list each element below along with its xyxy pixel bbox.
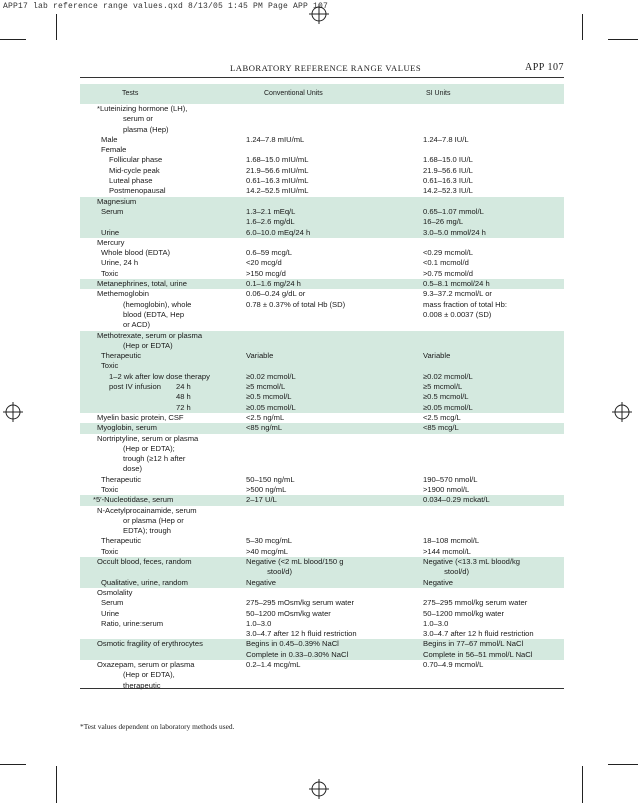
table-row <box>80 547 564 557</box>
conventional-units-cell <box>246 361 423 371</box>
conventional-units-cell: 2–17 U/L <box>246 495 277 505</box>
si-units-cell <box>423 526 564 536</box>
si-units-cell: 1.24–7.8 IU/L <box>423 134 469 144</box>
si-units-cell: Negative (<13.3 mL blood/kg <box>423 557 521 567</box>
test-name-cell: or plasma (Hep or <box>123 515 184 525</box>
test-name-cell: Myoglobin, serum <box>97 423 157 433</box>
si-units-cell: <0.29 mcmol/L <box>423 248 474 258</box>
conventional-units-cell: 3.0–4.7 after 12 h fluid restriction <box>246 629 357 639</box>
si-units-cell <box>423 454 564 464</box>
conventional-units-cell <box>246 320 423 330</box>
crop-mark-top-right <box>608 39 638 40</box>
test-name-cell: Mercury <box>97 237 125 247</box>
test-name-cell: Therapeutic <box>101 351 142 361</box>
time-point-label: 48 h <box>176 392 191 402</box>
conventional-units-cell: ≥5 mcmol/L <box>246 382 286 392</box>
conventional-units-cell: 14.2–52.5 mIU/mL <box>246 186 309 196</box>
table-bottom-rule <box>80 688 564 689</box>
table-row <box>80 629 564 639</box>
crop-mark-top-left-v <box>56 14 57 40</box>
test-name-cell: Serum <box>101 206 124 216</box>
test-name-cell: (Hep or EDTA), <box>123 670 175 680</box>
si-units-cell: 0.70–4.9 mcmol/L <box>423 660 484 670</box>
si-units-cell: 3.0–5.0 mmol/24 h <box>423 227 486 237</box>
test-name-cell: Postmenopausal <box>109 186 166 196</box>
table-row <box>80 217 564 227</box>
crop-mark-bottom-right-v <box>582 766 583 803</box>
table-row <box>80 475 564 485</box>
table-row <box>80 598 564 608</box>
test-name-cell: (Hep or EDTA) <box>123 340 173 350</box>
si-units-cell: Variable <box>423 351 451 361</box>
table-row-group <box>80 104 564 197</box>
conventional-units-cell <box>246 310 423 320</box>
test-name-cell: Magnesium <box>97 196 137 206</box>
table-row-group <box>80 557 564 588</box>
si-units-cell <box>423 464 564 474</box>
conventional-units-cell <box>246 588 423 598</box>
table-row <box>80 609 564 619</box>
si-units-cell <box>423 434 564 444</box>
table-row <box>80 351 564 361</box>
conventional-units-cell: ≥0.5 mcmol/L <box>246 392 292 402</box>
si-units-cell: 275–295 mmol/kg serum water <box>423 598 528 608</box>
conventional-units-cell: Complete in 0.33–0.30% NaCl <box>246 649 349 659</box>
si-units-cell: 0.008 ± 0.0037 (SD) <box>423 309 492 319</box>
footnote: *Test values dependent on laboratory methods used. <box>80 722 235 731</box>
table-row <box>80 310 564 320</box>
si-units-cell <box>423 238 564 248</box>
test-name-cell: serum or <box>123 114 153 124</box>
test-name-cell: N-Acetylprocainamide, serum <box>97 505 197 515</box>
conventional-units-cell: 5–30 mcg/mL <box>246 536 293 546</box>
table-row <box>80 588 564 598</box>
test-name-cell <box>80 650 246 660</box>
conventional-units-cell <box>246 238 423 248</box>
table-row-group <box>80 434 564 496</box>
si-units-cell: 3.0–4.7 after 12 h fluid restriction <box>423 629 534 639</box>
si-units-cell <box>423 320 564 330</box>
conventional-units-cell <box>246 125 423 135</box>
table-row <box>80 341 564 351</box>
table-row <box>80 536 564 546</box>
table-row <box>80 495 564 505</box>
table-row <box>80 506 564 516</box>
si-units-cell: 50–1200 mmol/kg water <box>423 608 505 618</box>
table-row-group <box>80 238 564 279</box>
conventional-units-cell: 0.1–1.6 mg/24 h <box>246 279 301 289</box>
test-name-cell: dose) <box>123 464 142 474</box>
test-name-cell: Myelin basic protein, CSF <box>97 412 184 422</box>
running-head-title: LABORATORY REFERENCE RANGE VALUES <box>230 63 422 73</box>
si-units-cell <box>423 588 564 598</box>
test-name-cell: *Luteinizing hormone (LH), <box>97 104 188 113</box>
header-si-units: SI Units <box>426 90 451 97</box>
conventional-units-cell: 1.68–15.0 mIU/mL <box>246 155 309 165</box>
si-units-cell: 9.3–37.2 mcmol/L or <box>423 289 492 299</box>
conventional-units-cell: 0.61–16.3 mIU/mL <box>246 176 309 186</box>
si-units-cell: stool/d) <box>423 567 470 577</box>
conventional-units-cell <box>246 670 423 680</box>
test-name-cell: Urine <box>101 227 120 237</box>
si-units-cell <box>423 341 564 351</box>
si-units-cell: 16–26 mg/L <box>423 217 464 227</box>
conventional-units-cell: 1.0–3.0 <box>246 618 272 628</box>
test-name-cell: Ratio, urine:serum <box>101 618 164 628</box>
si-units-cell <box>423 114 564 124</box>
header-conventional-units: Conventional Units <box>264 90 323 97</box>
conventional-units-cell <box>246 331 423 341</box>
conventional-units-cell: 0.2–1.4 mcg/mL <box>246 660 301 670</box>
table-row <box>80 289 564 299</box>
table-row <box>80 320 564 330</box>
running-head-rule <box>80 77 564 78</box>
crop-mark-bottom-left <box>0 764 26 765</box>
table-row <box>80 279 564 289</box>
conventional-units-cell: 1.6–2.6 mg/dL <box>246 217 295 227</box>
test-name-cell: Therapeutic <box>101 474 142 484</box>
conventional-units-cell: 6.0–10.0 mEq/24 h <box>246 227 311 237</box>
si-units-cell: ≥0.05 mcmol/L <box>423 402 473 412</box>
table-row <box>80 166 564 176</box>
table-row <box>80 382 564 392</box>
si-units-cell <box>423 104 564 114</box>
table-row <box>80 464 564 474</box>
table-row <box>80 526 564 536</box>
si-units-cell: <0.1 mcmol/d <box>423 258 469 268</box>
conventional-units-cell: 0.78 ± 0.37% of total Hb (SD) <box>246 299 346 309</box>
si-units-cell: 21.9–56.6 IU/L <box>423 165 473 175</box>
test-name-cell: Toxic <box>101 484 119 494</box>
si-units-cell: 0.61–16.3 IU/L <box>423 176 473 186</box>
registration-mark-left <box>3 402 23 422</box>
test-name-cell: (Hep or EDTA); <box>123 443 175 453</box>
si-units-cell <box>423 506 564 516</box>
si-units-cell: ≥5 mcmol/L <box>423 382 463 392</box>
test-name-cell: Oxazepam, serum or plasma <box>97 660 195 670</box>
conventional-units-cell <box>246 516 423 526</box>
conventional-units-cell <box>246 444 423 454</box>
test-name-cell: Male <box>101 134 118 144</box>
test-name-cell: Therapeutic <box>101 536 142 546</box>
table-row <box>80 516 564 526</box>
conventional-units-cell: >500 ng/mL <box>246 484 287 494</box>
table-row-group <box>80 413 564 423</box>
conventional-units-cell <box>246 464 423 474</box>
conventional-units-cell <box>246 114 423 124</box>
si-units-cell <box>423 444 564 454</box>
crop-mark-bottom-left-v <box>56 766 57 803</box>
test-name-cell: Whole blood (EDTA) <box>101 248 171 258</box>
table-row <box>80 300 564 310</box>
conventional-units-cell: 275–295 mOsm/kg serum water <box>246 598 355 608</box>
table-row <box>80 639 564 649</box>
table-row-group <box>80 588 564 639</box>
si-units-cell <box>423 125 564 135</box>
test-name-cell: Methotrexate, serum or plasma <box>97 330 203 340</box>
test-name-cell: or ACD) <box>123 320 151 330</box>
table-row-group <box>80 495 564 505</box>
conventional-units-cell: 0.6–59 mcg/L <box>246 248 293 258</box>
test-name-cell: 1–2 wk after low dose therapy <box>109 371 210 381</box>
test-name-cell: Nortriptyline, serum or plasma <box>97 433 199 443</box>
table-row <box>80 670 564 680</box>
conventional-units-cell: 1.24–7.8 mIU/mL <box>246 134 305 144</box>
table-row <box>80 650 564 660</box>
conventional-units-cell: <85 ng/mL <box>246 423 283 433</box>
table-row <box>80 454 564 464</box>
si-units-cell: ≥0.5 mcmol/L <box>423 392 469 402</box>
test-name-cell: Toxic <box>101 268 119 278</box>
table-row <box>80 567 564 577</box>
si-units-cell: ≥0.02 mcmol/L <box>423 371 473 381</box>
table-row <box>80 578 564 588</box>
test-name-cell: *5′-Nucleotidase, serum <box>93 495 174 505</box>
table-row <box>80 361 564 371</box>
si-units-cell <box>423 145 564 155</box>
si-units-cell: 14.2–52.3 IU/L <box>423 186 473 196</box>
si-units-cell: 0.5–8.1 mcmol/24 h <box>423 279 490 289</box>
table-row <box>80 186 564 196</box>
table-row <box>80 423 564 433</box>
running-head <box>0 63 638 77</box>
si-units-cell: >1900 nmol/L <box>423 484 470 494</box>
test-name-cell: therapeutic <box>123 680 161 690</box>
table-row <box>80 372 564 382</box>
conventional-units-cell <box>246 341 423 351</box>
table-row-group <box>80 506 564 557</box>
reference-range-table <box>80 84 564 691</box>
test-name-cell: Urine, 24 h <box>101 258 139 268</box>
conventional-units-cell: Negative <box>246 577 276 587</box>
registration-mark-right <box>612 402 632 422</box>
si-units-cell: 190–570 nmol/L <box>423 474 478 484</box>
header-tests: Tests <box>122 90 139 97</box>
conventional-units-cell <box>246 197 423 207</box>
test-name-cell: Methemoglobin <box>97 289 149 299</box>
si-units-cell: 1.68–15.0 IU/L <box>423 155 473 165</box>
table-row <box>80 619 564 629</box>
conventional-units-cell: stool/d) <box>246 567 293 577</box>
table-row <box>80 485 564 495</box>
si-units-cell: 18–108 mcmol/L <box>423 536 480 546</box>
crop-mark-bottom-right <box>608 764 638 765</box>
conventional-units-cell: 21.9–56.6 mIU/mL <box>246 165 309 175</box>
si-units-cell: Begins in 77–67 mmol/L NaCl <box>423 639 524 649</box>
test-name-cell: Follicular phase <box>109 155 163 165</box>
conventional-units-cell <box>246 145 423 155</box>
table-row-group <box>80 279 564 289</box>
conventional-units-cell: <2.5 ng/mL <box>246 412 285 422</box>
test-name-cell: post IV infusion <box>109 382 161 392</box>
conventional-units-cell: >150 mcg/d <box>246 268 286 278</box>
registration-mark-bottom <box>309 779 329 799</box>
si-units-cell: <2.5 mcg/L <box>423 412 461 422</box>
si-units-cell: 1.0–3.0 <box>423 618 449 628</box>
table-row <box>80 331 564 341</box>
table-row <box>80 269 564 279</box>
page-number: APP 107 <box>525 62 564 73</box>
table-row <box>80 207 564 217</box>
test-name-cell: trough (≥12 h after <box>123 454 186 464</box>
table-row <box>80 135 564 145</box>
conventional-units-cell: 1.3–2.1 mEq/L <box>246 206 296 216</box>
table-row <box>80 104 564 114</box>
table-row-group <box>80 197 564 238</box>
table-row <box>80 238 564 248</box>
table-row <box>80 392 564 402</box>
test-name-cell: Occult blood, feces, random <box>97 557 192 567</box>
test-name-cell: Osmolality <box>97 587 133 597</box>
table-row <box>80 176 564 186</box>
test-name-cell: EDTA); trough <box>123 526 171 536</box>
test-name-cell <box>80 567 246 577</box>
table-row-group <box>80 423 564 433</box>
test-name-cell: Mid-cycle peak <box>109 165 160 175</box>
conventional-units-cell: Negative (<2 mL blood/150 g <box>246 557 344 567</box>
conventional-units-cell <box>246 681 423 691</box>
si-units-cell: >0.75 mcmol/d <box>423 268 474 278</box>
table-body <box>80 104 564 691</box>
test-name-cell: plasma (Hep) <box>123 124 169 134</box>
conventional-units-cell: <20 mcg/d <box>246 258 282 268</box>
table-row <box>80 145 564 155</box>
si-units-cell: mass fraction of total Hb: <box>423 299 507 309</box>
table-row-group <box>80 289 564 330</box>
table-row <box>80 248 564 258</box>
si-units-cell <box>423 516 564 526</box>
conventional-units-cell: Variable <box>246 351 274 361</box>
test-name-cell: (hemoglobin), whole <box>123 299 192 309</box>
test-name-cell <box>80 629 246 639</box>
table-row <box>80 681 564 691</box>
test-name-cell: Female <box>101 145 127 155</box>
test-name-cell: Toxic <box>101 361 119 371</box>
conventional-units-cell <box>246 434 423 444</box>
table-row-group <box>80 639 564 660</box>
table-row <box>80 197 564 207</box>
test-name-cell: Urine <box>101 608 120 618</box>
test-name-cell: Metanephrines, total, urine <box>97 279 187 289</box>
conventional-units-cell: 50–1200 mOsm/kg water <box>246 608 331 618</box>
table-header <box>80 84 564 104</box>
conventional-units-cell <box>246 506 423 516</box>
si-units-cell: <85 mcg/L <box>423 423 459 433</box>
conventional-units-cell: >40 mcg/mL <box>246 546 288 556</box>
conventional-units-cell: Begins in 0.45–0.39% NaCl <box>246 639 339 649</box>
table-row <box>80 660 564 670</box>
conventional-units-cell <box>246 104 423 114</box>
table-row <box>80 557 564 567</box>
table-row <box>80 403 564 413</box>
conventional-units-cell: ≥0.02 mcmol/L <box>246 371 296 381</box>
table-row <box>80 413 564 423</box>
table-row <box>80 434 564 444</box>
table-row-group <box>80 660 564 691</box>
conventional-units-cell <box>246 454 423 464</box>
time-point-label: 24 h <box>176 382 191 392</box>
si-units-cell <box>423 361 564 371</box>
si-units-cell <box>423 331 564 341</box>
table-row <box>80 228 564 238</box>
crop-mark-top-left <box>0 39 26 40</box>
test-name-cell <box>80 403 246 413</box>
table-row <box>80 114 564 124</box>
test-name-cell: Serum <box>101 598 124 608</box>
table-row <box>80 444 564 454</box>
test-name-cell: Toxic <box>101 546 119 556</box>
test-name-cell: Osmotic fragility of erythrocytes <box>97 639 203 649</box>
conventional-units-cell: ≥0.05 mcmol/L <box>246 402 296 412</box>
si-units-cell: Complete in 56–51 mmol/L NaCl <box>423 649 533 659</box>
print-slug: APP17 lab reference range values.qxd 8/13/05 1:45 PM Page APP 107 <box>3 2 329 11</box>
registration-mark-top <box>309 4 329 24</box>
si-units-cell: Negative <box>423 577 453 587</box>
si-units-cell: 0.65–1.07 mmol/L <box>423 206 484 216</box>
test-name-cell: blood (EDTA, Hep <box>123 309 185 319</box>
test-name-cell: Luteal phase <box>109 176 153 186</box>
crop-mark-top-right-v <box>582 14 583 40</box>
time-point-label: 72 h <box>176 402 191 412</box>
table-row <box>80 258 564 268</box>
test-name-cell: Qualitative, urine, random <box>101 577 188 587</box>
si-units-cell: 0.034–0.29 mckat/L <box>423 495 490 505</box>
si-units-cell <box>423 197 564 207</box>
test-name-cell <box>80 392 246 402</box>
table-row-group <box>80 331 564 413</box>
conventional-units-cell: 50–150 ng/mL <box>246 474 295 484</box>
si-units-cell <box>423 681 564 691</box>
table-row <box>80 155 564 165</box>
conventional-units-cell: 0.06–0.24 g/dL or <box>246 289 306 299</box>
si-units-cell <box>423 670 564 680</box>
si-units-cell: >144 mcmol/L <box>423 546 471 556</box>
table-row <box>80 125 564 135</box>
conventional-units-cell <box>246 526 423 536</box>
test-name-cell <box>80 217 246 227</box>
